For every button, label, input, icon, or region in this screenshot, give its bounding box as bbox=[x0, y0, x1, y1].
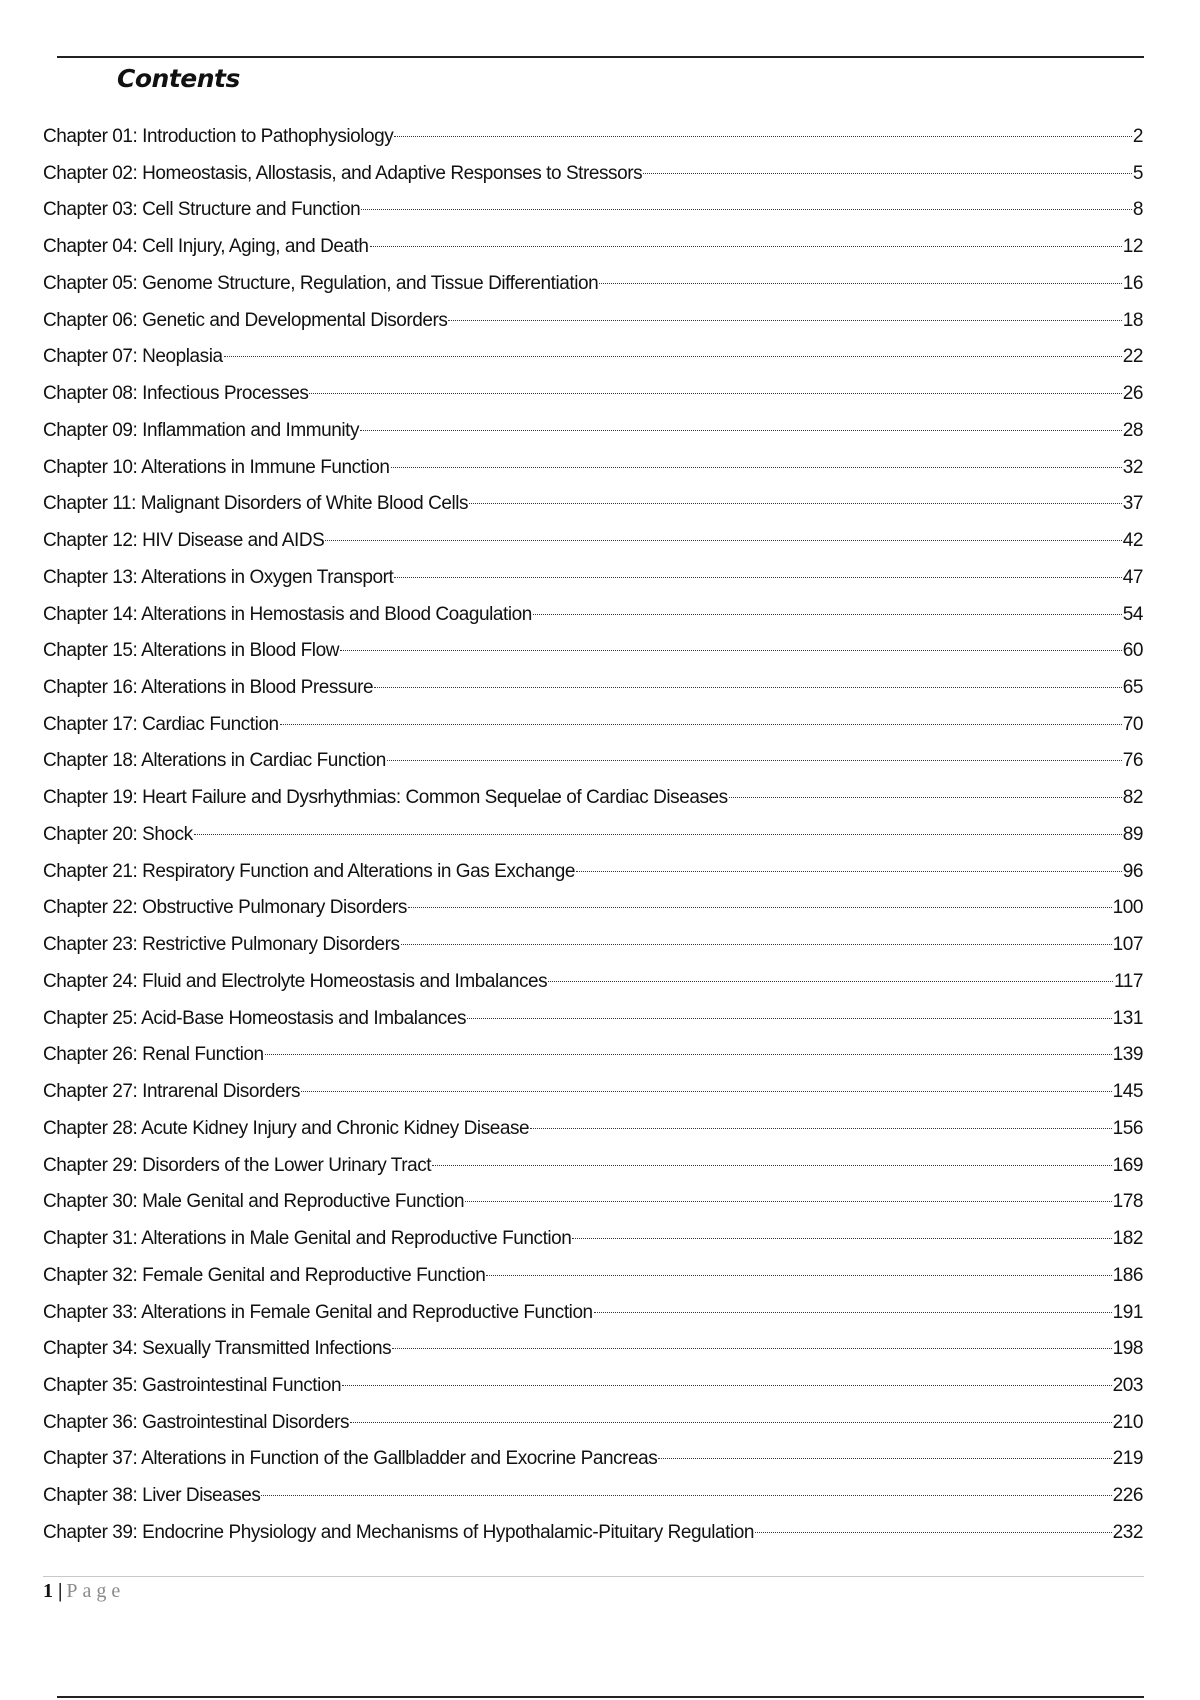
dot-leader bbox=[280, 724, 1122, 725]
toc-entry-title: Chapter 36: Gastrointestinal Disorders bbox=[43, 1411, 350, 1433]
toc-entry-page-number: 219 bbox=[1112, 1448, 1143, 1470]
toc-entry-page-number: 8 bbox=[1132, 199, 1143, 221]
toc-entry-title: Chapter 06: Genetic and Developmental Disorders bbox=[43, 309, 448, 331]
toc-entry-page-number: 28 bbox=[1122, 419, 1143, 441]
dot-leader bbox=[533, 614, 1122, 615]
toc-entry-title: Chapter 20: Shock bbox=[43, 823, 193, 845]
footer-separator: | bbox=[58, 1580, 63, 1602]
toc-entry-page-number: 191 bbox=[1112, 1301, 1143, 1323]
toc-entry[interactable] bbox=[43, 523, 1143, 560]
toc-entry[interactable] bbox=[43, 339, 1143, 376]
toc-entry-page-number: 145 bbox=[1112, 1081, 1143, 1103]
toc-entry[interactable] bbox=[43, 1111, 1143, 1148]
toc-entry[interactable] bbox=[43, 633, 1143, 670]
toc-entry-title: Chapter 17: Cardiac Function bbox=[43, 713, 279, 735]
toc-entry-title: Chapter 16: Alterations in Blood Pressure bbox=[43, 677, 374, 699]
toc-entry[interactable] bbox=[43, 1295, 1143, 1332]
toc-heading: Contents bbox=[117, 64, 240, 93]
toc-entry-title: Chapter 35: Gastrointestinal Function bbox=[43, 1374, 342, 1396]
toc-entry[interactable] bbox=[43, 192, 1143, 229]
toc-entry-page-number: 26 bbox=[1122, 383, 1143, 405]
toc-entry[interactable] bbox=[43, 817, 1143, 854]
toc-entry-page-number: 42 bbox=[1122, 530, 1143, 552]
toc-entry[interactable] bbox=[43, 229, 1143, 266]
toc-entry[interactable] bbox=[43, 450, 1143, 487]
toc-entry-title: Chapter 12: HIV Disease and AIDS bbox=[43, 530, 325, 552]
toc-entry-page-number: 186 bbox=[1112, 1264, 1143, 1286]
dot-leader bbox=[387, 760, 1122, 761]
toc-entry[interactable] bbox=[43, 1001, 1143, 1038]
toc-entry-title: Chapter 34: Sexually Transmitted Infections bbox=[43, 1338, 392, 1360]
toc-entry[interactable] bbox=[43, 1405, 1143, 1442]
dot-leader bbox=[342, 1385, 1112, 1386]
dot-leader bbox=[486, 1275, 1111, 1276]
dot-leader bbox=[361, 209, 1132, 210]
dot-leader bbox=[360, 430, 1122, 431]
toc-entry-title: Chapter 31: Alterations in Male Genital and Reproductive Function bbox=[43, 1228, 572, 1250]
dot-leader bbox=[432, 1165, 1112, 1166]
toc-entry-title: Chapter 15: Alterations in Blood Flow bbox=[43, 640, 339, 662]
dot-leader bbox=[374, 687, 1122, 688]
dot-leader bbox=[729, 797, 1122, 798]
toc-entry-page-number: 198 bbox=[1112, 1338, 1143, 1360]
toc-entry[interactable] bbox=[43, 1478, 1143, 1515]
toc-entry-title: Chapter 22: Obstructive Pulmonary Disorders bbox=[43, 897, 407, 919]
toc-entry[interactable] bbox=[43, 670, 1143, 707]
toc-entry-title: Chapter 07: Neoplasia bbox=[43, 346, 223, 368]
dot-leader bbox=[391, 467, 1122, 468]
dot-leader bbox=[392, 1348, 1111, 1349]
toc-entry-page-number: 117 bbox=[1114, 970, 1143, 992]
dot-leader bbox=[301, 1091, 1112, 1092]
dot-leader bbox=[350, 1422, 1112, 1423]
footer-page-label: Page bbox=[66, 1580, 126, 1602]
toc-entry-title: Chapter 03: Cell Structure and Function bbox=[43, 199, 361, 221]
toc-entry[interactable] bbox=[43, 1221, 1143, 1258]
toc-entry-title: Chapter 32: Female Genital and Reproductive Function bbox=[43, 1264, 486, 1286]
toc-entry-page-number: 182 bbox=[1112, 1228, 1143, 1250]
toc-entry[interactable] bbox=[43, 486, 1143, 523]
dot-leader bbox=[594, 1312, 1112, 1313]
toc-entry-title: Chapter 21: Respiratory Function and Alterations in Gas Exchange bbox=[43, 860, 576, 882]
toc-entry[interactable] bbox=[43, 1515, 1143, 1552]
toc-entry[interactable] bbox=[43, 413, 1143, 450]
toc-entry-title: Chapter 08: Infectious Processes bbox=[43, 383, 309, 405]
toc-entry[interactable] bbox=[43, 303, 1143, 340]
toc-entry-title: Chapter 28: Acute Kidney Injury and Chronic Kidney Disease bbox=[43, 1117, 530, 1139]
toc-entry[interactable] bbox=[43, 1037, 1143, 1074]
toc-entry-page-number: 82 bbox=[1122, 787, 1143, 809]
toc-entry-page-number: 203 bbox=[1112, 1374, 1143, 1396]
toc-entry-title: Chapter 10: Alterations in Immune Function bbox=[43, 456, 390, 478]
toc-entry-page-number: 131 bbox=[1112, 1007, 1143, 1029]
toc-entry-page-number: 139 bbox=[1112, 1044, 1143, 1066]
footer-page-number: 1 bbox=[43, 1580, 53, 1602]
dot-leader bbox=[309, 393, 1121, 394]
toc-entry-title: Chapter 33: Alterations in Female Genital and Reproductive Function bbox=[43, 1301, 593, 1323]
toc-entry-title: Chapter 02: Homeostasis, Allostasis, and Adaptive Responses to Stressors bbox=[43, 162, 643, 184]
dot-leader bbox=[755, 1532, 1112, 1533]
toc-entry[interactable] bbox=[43, 1441, 1143, 1478]
toc-entry-page-number: 5 bbox=[1132, 162, 1143, 184]
toc-entry[interactable] bbox=[43, 743, 1143, 780]
header-rule bbox=[57, 56, 1144, 58]
toc-entry-title: Chapter 37: Alterations in Function of the Gallbladder and Exocrine Pancreas bbox=[43, 1448, 658, 1470]
toc-entry-page-number: 18 bbox=[1122, 309, 1143, 331]
toc-entry-page-number: 54 bbox=[1122, 603, 1143, 625]
toc-entry[interactable] bbox=[43, 1148, 1143, 1185]
footer-rule bbox=[43, 1576, 1144, 1577]
dot-leader bbox=[469, 503, 1122, 504]
dot-leader bbox=[340, 650, 1122, 651]
toc-entry-page-number: 60 bbox=[1122, 640, 1143, 662]
toc-entry[interactable] bbox=[43, 119, 1143, 156]
dot-leader bbox=[325, 540, 1121, 541]
toc-entry[interactable] bbox=[43, 1331, 1143, 1368]
toc-entry-page-number: 12 bbox=[1122, 236, 1143, 258]
dot-leader bbox=[265, 1054, 1112, 1055]
dot-leader bbox=[465, 1201, 1112, 1202]
toc-entry-page-number: 37 bbox=[1122, 493, 1143, 515]
toc-entry-page-number: 169 bbox=[1112, 1154, 1143, 1176]
toc-entry-page-number: 96 bbox=[1122, 860, 1143, 882]
toc-entry[interactable] bbox=[43, 597, 1143, 634]
toc-entry-page-number: 2 bbox=[1132, 126, 1143, 147]
toc-entry-title: Chapter 11: Malignant Disorders of White Blood Cells bbox=[43, 493, 469, 515]
toc-entry[interactable] bbox=[43, 560, 1143, 597]
dot-leader bbox=[530, 1128, 1112, 1129]
page-footer bbox=[43, 1580, 125, 1603]
dot-leader bbox=[261, 1495, 1111, 1496]
toc-entry-page-number: 32 bbox=[1122, 456, 1143, 478]
toc-entry[interactable] bbox=[43, 156, 1143, 193]
dot-leader bbox=[394, 136, 1132, 137]
toc-entry[interactable] bbox=[43, 1074, 1143, 1111]
toc-entry-page-number: 178 bbox=[1112, 1191, 1143, 1213]
toc-entry-title: Chapter 27: Intrarenal Disorders bbox=[43, 1081, 301, 1103]
toc-entry-title: Chapter 39: Endocrine Physiology and Mechanisms of Hypothalamic-Pituitary Regulation bbox=[43, 1521, 754, 1543]
toc-entry-page-number: 65 bbox=[1122, 677, 1143, 699]
toc-entry-title: Chapter 30: Male Genital and Reproductive Function bbox=[43, 1191, 465, 1213]
dot-leader bbox=[548, 981, 1113, 982]
dot-leader bbox=[394, 577, 1121, 578]
toc-entry[interactable] bbox=[43, 707, 1143, 744]
toc-entry-title: Chapter 25: Acid-Base Homeostasis and Imbalances bbox=[43, 1007, 467, 1029]
toc-entry-page-number: 70 bbox=[1122, 713, 1143, 735]
toc-list bbox=[43, 119, 1143, 1552]
toc-entry[interactable] bbox=[43, 890, 1143, 927]
bottom-rule bbox=[57, 1696, 1144, 1698]
toc-entry-title: Chapter 04: Cell Injury, Aging, and Death bbox=[43, 236, 369, 258]
toc-entry[interactable] bbox=[43, 1184, 1143, 1221]
toc-entry-page-number: 156 bbox=[1112, 1117, 1143, 1139]
toc-entry-title: Chapter 29: Disorders of the Lower Urinary Tract bbox=[43, 1154, 432, 1176]
toc-entry-page-number: 47 bbox=[1122, 566, 1143, 588]
toc-entry-page-number: 232 bbox=[1112, 1521, 1143, 1543]
toc-entry-page-number: 100 bbox=[1112, 897, 1143, 919]
toc-entry-page-number: 107 bbox=[1112, 934, 1143, 956]
toc-entry-title: Chapter 05: Genome Structure, Regulation, and Tissue Differentiation bbox=[43, 272, 599, 294]
toc-entry-title: Chapter 26: Renal Function bbox=[43, 1044, 264, 1066]
toc-entry[interactable] bbox=[43, 780, 1143, 817]
toc-entry-title: Chapter 18: Alterations in Cardiac Function bbox=[43, 750, 386, 772]
dot-leader bbox=[224, 356, 1122, 357]
dot-leader bbox=[576, 871, 1122, 872]
toc-entry[interactable] bbox=[43, 964, 1143, 1001]
toc-entry-page-number: 89 bbox=[1122, 823, 1143, 845]
dot-leader bbox=[467, 1018, 1112, 1019]
toc-entry[interactable] bbox=[43, 376, 1143, 413]
dot-leader bbox=[658, 1458, 1111, 1459]
toc-entry-title: Chapter 38: Liver Diseases bbox=[43, 1485, 261, 1507]
toc-entry[interactable] bbox=[43, 1258, 1143, 1295]
toc-entry-title: Chapter 13: Alterations in Oxygen Transport bbox=[43, 566, 394, 588]
toc-entry-title: Chapter 19: Heart Failure and Dysrhythmias: Common Sequelae of Cardiac Diseases bbox=[43, 787, 728, 809]
toc-entry-page-number: 16 bbox=[1122, 272, 1143, 294]
toc-entry-page-number: 22 bbox=[1122, 346, 1143, 368]
toc-entry-page-number: 226 bbox=[1112, 1485, 1143, 1507]
toc-entry[interactable] bbox=[43, 854, 1143, 891]
dot-leader bbox=[448, 320, 1121, 321]
dot-leader bbox=[599, 283, 1122, 284]
dot-leader bbox=[408, 907, 1112, 908]
dot-leader bbox=[572, 1238, 1111, 1239]
toc-entry-title: Chapter 23: Restrictive Pulmonary Disorders bbox=[43, 934, 400, 956]
toc-entry[interactable] bbox=[43, 266, 1143, 303]
toc-entry-title: Chapter 14: Alterations in Hemostasis and Blood Coagulation bbox=[43, 603, 532, 625]
dot-leader bbox=[194, 834, 1122, 835]
toc-entry-page-number: 76 bbox=[1122, 750, 1143, 772]
dot-leader bbox=[643, 173, 1132, 174]
toc-entry-title: Chapter 24: Fluid and Electrolyte Homeostasis and Imbalances bbox=[43, 970, 548, 992]
dot-leader bbox=[370, 246, 1122, 247]
toc-entry[interactable] bbox=[43, 927, 1143, 964]
toc-entry[interactable] bbox=[43, 1368, 1143, 1405]
dot-leader bbox=[401, 944, 1112, 945]
toc-entry-title: Chapter 09: Inflammation and Immunity bbox=[43, 419, 360, 441]
toc-entry-title: Chapter 01: Introduction to Pathophysiology bbox=[43, 126, 394, 147]
toc-entry-page-number: 210 bbox=[1112, 1411, 1143, 1433]
